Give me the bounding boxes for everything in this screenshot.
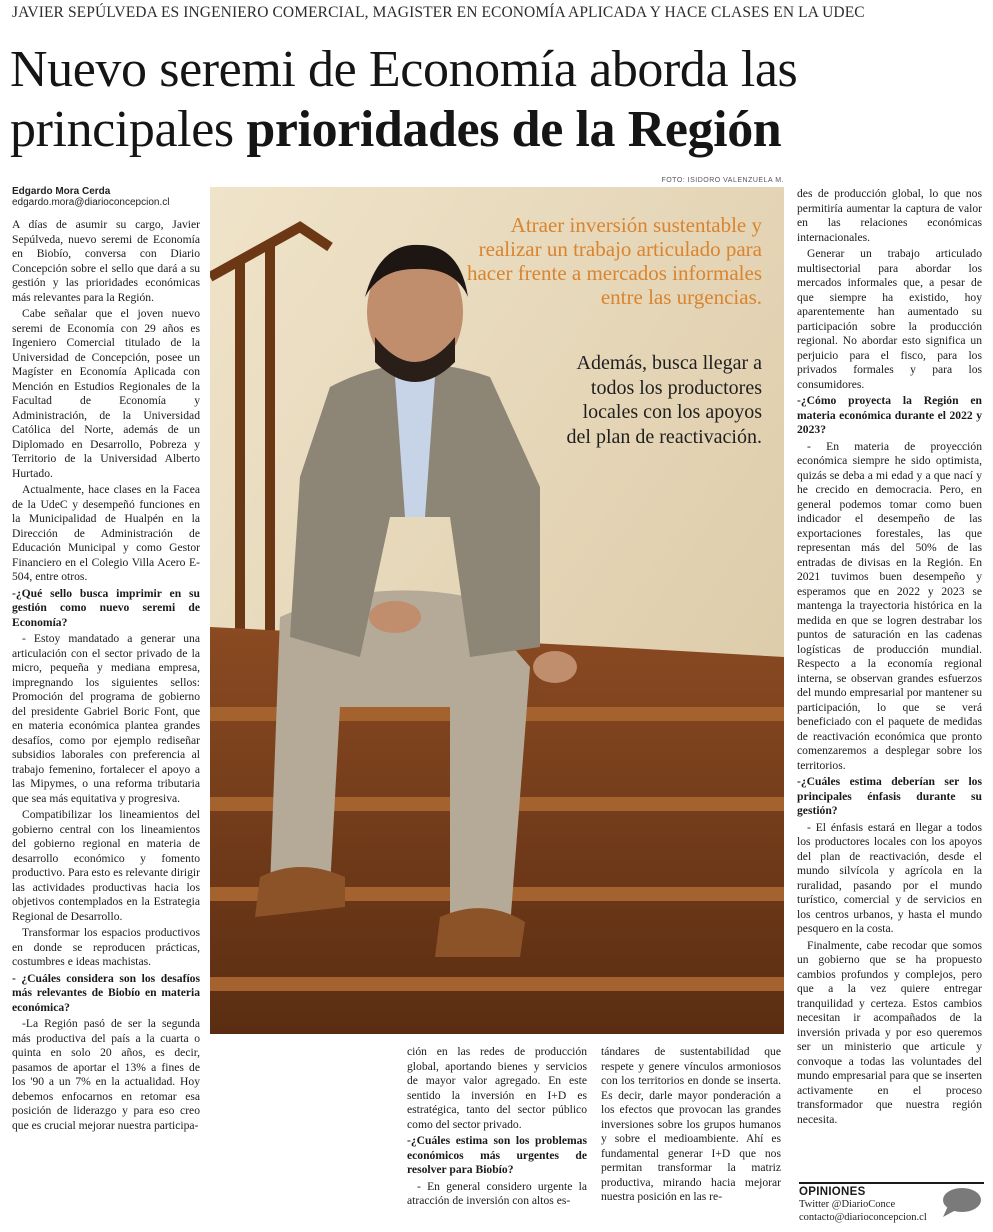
pull-quote-dark: Además, busca llegar a todos los productores locales con los apoyos del plan de reactivación. xyxy=(566,352,762,448)
speech-bubble-icon xyxy=(940,1186,982,1218)
paragraph: - En general considero urgente la atracción de inversión con altos es- xyxy=(407,1179,587,1207)
opinion-email[interactable]: contacto@diarioconcepcion.cl xyxy=(799,1212,927,1223)
article-column-4 xyxy=(797,187,982,1129)
portrait-photo xyxy=(210,187,784,1034)
paragraph: Transformar los espacios productivos en donde se reproducen prácticas, costumbres e ideas machistas. xyxy=(12,926,200,968)
question: -¿Cuáles estima deberían ser los principales énfasis durante su gestión? xyxy=(797,775,982,817)
article-column-3 xyxy=(601,1045,781,1207)
opinion-label: OPINIONES xyxy=(799,1186,866,1198)
paragraph: ción en las redes de producción global, aportando bienes y servicios de mayor valor agregado. En este sentido la inversión en I+D es estratégica, tanto del sector público como del sector privado. xyxy=(407,1045,587,1131)
pull-quote-orange: Atraer inversión sustentable y realizar un trabajo articulado para hacer frente a mercados informales entre las urgencias. xyxy=(466,213,762,309)
headline-bold: prioridades de la Región xyxy=(246,101,782,158)
author-name: Edgardo Mora Cerda xyxy=(12,186,111,197)
opinion-divider xyxy=(799,1182,984,1184)
article-column-1 xyxy=(12,218,200,1135)
paragraph: Finalmente, cabe recodar que somos un gobierno que se ha propuesto cambios profundos y complejos, pero que a la vez quiere entregar tranquilidad y certeza. Estos cambios necesitan ir acompañados de la inversión privada y por eso queremos ser un ministerio que articule y convoque a todas las voluntades del mundo empresarial para que se inserten activamente en el proceso transformador que nuestra región necesita. xyxy=(797,938,982,1126)
byline xyxy=(12,186,202,208)
paragraph: Cabe señalar que el joven nuevo seremi de Economía con 29 años es Ingeniero Comercial titulado de la Universidad de Concepción, posee un Magíster en Economía Aplicada con Mención en Estudios Regionales de la Facultad de Economía y Administración, de la Universidad Católica del Norte, además de un Diplomado en Desarrollo, Pobreza y Territorio de la Universidad Alberto Hurtado. xyxy=(12,307,200,480)
paragraph: - Estoy mandatado a generar una articulación con el sector privado de la micro, pequeña y mediana empresa, impregnando los siguientes sellos: Promoción del programa de gobierno del presidente Gabriel Boric Font, que en materia económica plantea grandes desafíos, como por ejemplo rediseñar subsidios laborales con preferencia al trabajo femenino, fortalecer el apoyo a las Mipymes, o una reforma tributaria que sea más equitativa y progresiva. xyxy=(12,632,200,805)
opinion-box xyxy=(799,1186,984,1224)
headline-regular: principales xyxy=(10,101,247,158)
portrait-illustration xyxy=(210,187,784,1034)
paragraph: Generar un trabajo articulado multisectorial para abordar los mercados informales que, a pesar de que siempre ha existido, hoy aparentemente han aumentado su participación sobre la producción regional. No abordar esto significa un perjuicio para el fisco, para los privados formales y para los consumidores. xyxy=(797,247,982,391)
headline-line-1: Nuevo seremi de Economía aborda las xyxy=(10,41,798,98)
paragraph: Actualmente, hace clases en la Facea de la UdeC y desempeñó funciones en la Municipalidad de Hualpén en la Dirección de Administración de Educación Municipal y como Gestor Financiero en el Colegio Villa Acero E-504, entre otros. xyxy=(12,483,200,583)
question: -¿Cuáles estima son los problemas económicos más urgentes de resolver para Biobío? xyxy=(407,1134,587,1176)
photo-credit: FOTO: ISIDORO VALENZUELA M. xyxy=(661,177,784,184)
paragraph: A días de asumir su cargo, Javier Sepúlveda, nuevo seremi de Economía en Biobío, conversa con Diario Concepción sobre el sello que dará a su gestión y las prioridades económicas más relevantes para la Región. xyxy=(12,218,200,304)
question: -¿Cómo proyecta la Región en materia económica durante el 2022 y 2023? xyxy=(797,394,982,436)
paragraph: - En materia de proyección económica siempre he sido optimista, quizás se deba a mi edad y a que nací y he crecido en democracia. Pero, en general podemos tomar como buen indicador el desempeño de las exportaciones forestales, las que representan más del 50% de las entradas de divisas en la Región. En 2021 tuvimos buen desempeño y esperamos que en 2022 y 2023 se mantenga la trayectoria histórica en la medida en que se logren destrabar los puntos de saturación en las cadenas logísticas de producción mundial. Respecto a la economía regional interna, se observan grandes esfuerzos del mundo empresarial por mantener su participación, lo que se verá beneficiado con el paquete de medidas de reactivación económica que pronto comenzaremos a desplegar sobre los territorios. xyxy=(797,439,982,772)
kicker: JAVIER SEPÚLVEDA ES INGENIERO COMERCIAL, MAGISTER EN ECONOMÍA APLICADA Y HACE CLASES EN LA UDEC xyxy=(12,4,865,21)
paragraph: des de producción global, lo que nos permitiría aumentar la captura de valor en las relaciones económicas internacionales. xyxy=(797,187,982,244)
paragraph: -La Región pasó de ser la segunda más productiva del país a la cuarta o quinta en solo 20 años, es decir, pasamos de aportar el 13% a fines de los '90 a un 7% en la actualidad. Hoy debemos enfocarnos en retomar esa posición de liderazgo y para eso creo que es crucial mejorar nuestra participa- xyxy=(12,1017,200,1132)
opinion-twitter[interactable]: Twitter @DiarioConce xyxy=(799,1199,896,1210)
paragraph: tándares de sustentabilidad que respete y genere vínculos armoniosos con los territorios en donde se inserta. Es decir, darle mayor ponderación a los efectos que provocan las grandes inversiones sobre los grupos humanos y sobre el medioambiente. Ahí es fundamental generar I+D que nos permitan transformar la matriz productiva, mirando hacia mejorar nuestra posición en las re- xyxy=(601,1045,781,1203)
headline xyxy=(10,40,985,160)
question: -¿Qué sello busca imprimir en su gestión como nuevo seremi de Economía? xyxy=(12,586,200,629)
paragraph: Compatibilizar los lineamientos del gobierno central con los lineamientos del gobierno regional en materia de desarrollo económico y fomento productivo. Para esto es relevante dirigir las actividades productivas hacia los objetivos contemplados en la Estrategia Regional de Desarrollo. xyxy=(12,808,201,923)
question: - ¿Cuáles considera son los desafíos más relevantes de Biobío en materia económica? xyxy=(12,971,200,1014)
author-email[interactable]: edgardo.mora@diarioconcepcion.cl xyxy=(12,197,170,208)
paragraph: - El énfasis estará en llegar a todos los productores locales con los apoyos del plan de reactivación, desde el mundo silvícola y agrícola en la ruralidad, pasando por el mundo turístico, comercial y de servicios en los centros urbanos, y hasta el mundo pesquero en la costa. xyxy=(797,820,982,935)
headline-line-2 xyxy=(10,100,985,160)
article-column-2 xyxy=(407,1045,587,1211)
